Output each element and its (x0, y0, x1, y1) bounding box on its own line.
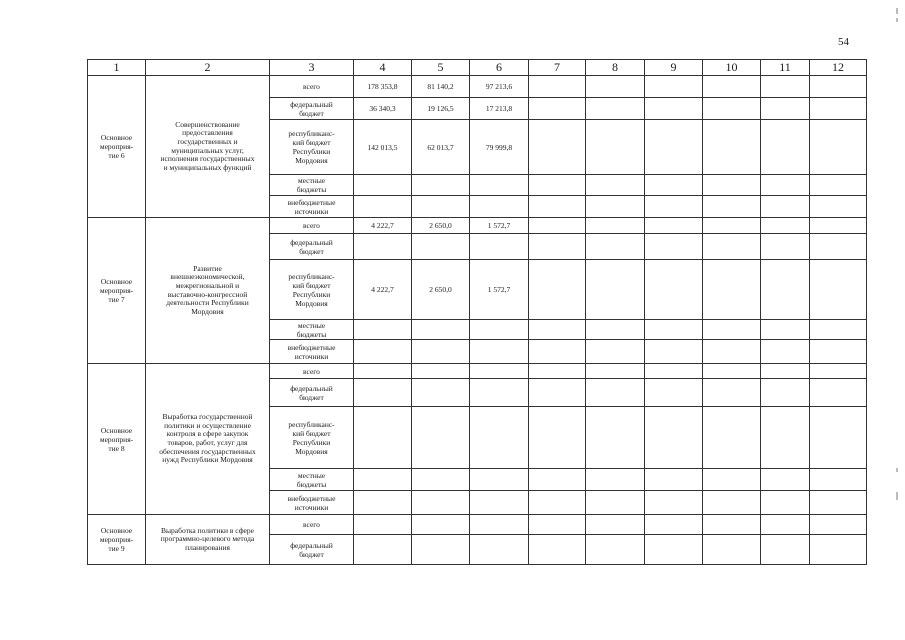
funding-source: федеральный бюджет (290, 540, 333, 559)
funding-source-cell (270, 535, 354, 565)
empty-cell (529, 120, 586, 175)
empty-cell (586, 218, 645, 234)
funding-source: всего (303, 520, 320, 529)
empty-cell (529, 364, 586, 379)
column-header: 3 (270, 60, 354, 76)
empty-cell (703, 491, 761, 515)
funding-source: федеральный бюджет (290, 237, 333, 256)
empty-cell (586, 535, 645, 565)
empty-cell (810, 535, 867, 565)
funding-source: республиканс- кий бюджет Республики Мордовия (288, 271, 335, 308)
amount-cell (412, 491, 470, 515)
empty-cell (645, 218, 703, 234)
amount-cell (412, 515, 470, 535)
empty-cell (529, 98, 586, 120)
funding-source-cell (270, 340, 354, 364)
empty-cell (645, 491, 703, 515)
empty-cell (703, 76, 761, 98)
amount-cell (470, 515, 529, 535)
empty-cell (645, 76, 703, 98)
amount-cell: 4 222,7 (354, 260, 412, 320)
activity-label: Основное мероприя- тие 6 (99, 133, 134, 160)
activity-title-cell (146, 364, 270, 515)
amount-cell (412, 364, 470, 379)
funding-source-cell (270, 234, 354, 260)
amount-cell (470, 407, 529, 469)
empty-cell (810, 234, 867, 260)
empty-cell (703, 218, 761, 234)
empty-cell (703, 196, 761, 218)
empty-cell (586, 120, 645, 175)
amount-cell (470, 379, 529, 407)
empty-cell (703, 469, 761, 491)
empty-cell (810, 196, 867, 218)
funding-source: местные бюджеты (296, 470, 327, 489)
empty-cell (810, 491, 867, 515)
funding-source: федеральный бюджет (290, 99, 333, 118)
amount-cell (354, 175, 412, 196)
funding-source: всего (303, 82, 320, 91)
funding-source: всего (303, 221, 320, 230)
column-header: 8 (586, 60, 645, 76)
activity-title: Выработка государственной политики и осуществление контроля в сфере закупок товаров, работ, услуг для обеспечения государственных нужд Республики Мордовия (159, 412, 256, 465)
amount-cell (470, 196, 529, 218)
scan-edge-mark (896, 8, 898, 14)
empty-cell (586, 320, 645, 340)
empty-cell (529, 234, 586, 260)
empty-cell (586, 364, 645, 379)
empty-cell (761, 364, 810, 379)
empty-cell (761, 340, 810, 364)
empty-cell (645, 260, 703, 320)
empty-cell (761, 320, 810, 340)
empty-cell (761, 234, 810, 260)
amount-cell (354, 379, 412, 407)
column-header: 11 (761, 60, 810, 76)
column-header: 9 (645, 60, 703, 76)
column-header: 1 (88, 60, 146, 76)
funding-source: внебюджетные источники (287, 493, 336, 512)
activity-label: Основное мероприя- тие 8 (99, 425, 134, 453)
column-header: 6 (470, 60, 529, 76)
amount-cell (412, 320, 470, 340)
empty-cell (586, 340, 645, 364)
funding-source-cell (270, 196, 354, 218)
funding-source: местные бюджеты (296, 320, 327, 339)
funding-source-cell (270, 515, 354, 535)
empty-cell (586, 260, 645, 320)
funding-source-cell (270, 175, 354, 196)
amount-cell (412, 196, 470, 218)
amount-cell: 62 013,7 (412, 120, 470, 175)
empty-cell (810, 175, 867, 196)
empty-cell (703, 515, 761, 535)
funding-source-cell (270, 407, 354, 469)
empty-cell (810, 407, 867, 469)
empty-cell (529, 196, 586, 218)
empty-cell (703, 340, 761, 364)
activity-title: Выработка политики в сфере программно-целевого метода планирования (160, 525, 255, 552)
column-header: 4 (354, 60, 412, 76)
empty-cell (810, 469, 867, 491)
empty-cell (586, 76, 645, 98)
activity-label-cell (88, 364, 146, 515)
amount-cell (354, 320, 412, 340)
empty-cell (645, 196, 703, 218)
amount-cell (470, 491, 529, 515)
amount-cell (470, 320, 529, 340)
activity-title: Развитие внешнеэкономической, межрегиональной и выставочно-конгрессной деятельности Республики Мордовия (166, 263, 249, 316)
empty-cell (761, 98, 810, 120)
table-row (88, 515, 867, 535)
amount-cell: 36 340,3 (354, 98, 412, 120)
page-number: 54 (838, 36, 849, 48)
empty-cell (761, 491, 810, 515)
funding-source-cell (270, 260, 354, 320)
empty-cell (586, 98, 645, 120)
empty-cell (703, 120, 761, 175)
amount-cell (354, 234, 412, 260)
empty-cell (761, 196, 810, 218)
budget-table (87, 59, 867, 565)
activity-label: Основное мероприя- тие 9 (99, 526, 134, 553)
funding-source: федеральный бюджет (290, 383, 333, 402)
empty-cell (703, 234, 761, 260)
amount-cell: 19 126,5 (412, 98, 470, 120)
activity-title-cell (146, 515, 270, 565)
empty-cell (529, 260, 586, 320)
amount-cell (470, 234, 529, 260)
amount-cell: 2 650,0 (412, 260, 470, 320)
empty-cell (703, 98, 761, 120)
table-row (88, 364, 867, 379)
amount-cell (412, 175, 470, 196)
scan-edge-mark (896, 468, 898, 472)
amount-cell (412, 340, 470, 364)
empty-cell (586, 175, 645, 196)
empty-cell (645, 98, 703, 120)
empty-cell (761, 76, 810, 98)
empty-cell (810, 340, 867, 364)
activity-title: Совершенствование предоставления государственных и муниципальных услуг, исполнения государственных и муниципальных функций (160, 119, 255, 172)
empty-cell (761, 535, 810, 565)
empty-cell (645, 469, 703, 491)
column-header: 5 (412, 60, 470, 76)
empty-cell (703, 320, 761, 340)
amount-cell (470, 340, 529, 364)
empty-cell (761, 175, 810, 196)
amount-cell: 79 999,8 (470, 120, 529, 175)
empty-cell (810, 364, 867, 379)
empty-cell (645, 379, 703, 407)
funding-source: внебюджетные источники (287, 342, 336, 361)
funding-source: всего (303, 366, 320, 376)
empty-cell (586, 379, 645, 407)
empty-cell (529, 320, 586, 340)
empty-cell (645, 175, 703, 196)
amount-cell (354, 407, 412, 469)
amount-cell: 178 353,8 (354, 76, 412, 98)
empty-cell (586, 515, 645, 535)
empty-cell (645, 320, 703, 340)
empty-cell (529, 175, 586, 196)
amount-cell: 2 650,0 (412, 218, 470, 234)
scan-edge-mark (896, 492, 898, 500)
empty-cell (810, 320, 867, 340)
funding-source-cell (270, 76, 354, 98)
empty-cell (761, 407, 810, 469)
amount-cell (412, 407, 470, 469)
column-header: 7 (529, 60, 586, 76)
funding-source-cell (270, 98, 354, 120)
empty-cell (529, 340, 586, 364)
empty-cell (703, 175, 761, 196)
activity-label-cell (88, 218, 146, 364)
funding-source: республиканс- кий бюджет Республики Мордовия (288, 129, 335, 165)
amount-cell (354, 364, 412, 379)
empty-cell (645, 535, 703, 565)
empty-cell (810, 76, 867, 98)
amount-cell: 97 213,6 (470, 76, 529, 98)
amount-cell: 1 572,7 (470, 218, 529, 234)
amount-cell (354, 469, 412, 491)
amount-cell (354, 340, 412, 364)
empty-cell (529, 218, 586, 234)
empty-cell (645, 364, 703, 379)
funding-source: местные бюджеты (296, 176, 327, 194)
table-row (88, 76, 867, 98)
empty-cell (529, 76, 586, 98)
amount-cell: 4 222,7 (354, 218, 412, 234)
empty-cell (761, 218, 810, 234)
empty-cell (761, 260, 810, 320)
empty-cell (810, 515, 867, 535)
empty-cell (810, 218, 867, 234)
amount-cell (412, 379, 470, 407)
amount-cell (470, 535, 529, 565)
column-header: 10 (703, 60, 761, 76)
amount-cell (354, 491, 412, 515)
amount-cell (354, 535, 412, 565)
funding-source: республиканс- кий бюджет Республики Мордовия (288, 419, 335, 456)
funding-source-cell (270, 379, 354, 407)
amount-cell (470, 364, 529, 379)
empty-cell (529, 379, 586, 407)
empty-cell (703, 260, 761, 320)
empty-cell (586, 196, 645, 218)
empty-cell (529, 535, 586, 565)
funding-source-cell (270, 364, 354, 379)
empty-cell (703, 364, 761, 379)
amount-cell: 81 140,2 (412, 76, 470, 98)
column-header: 12 (810, 60, 867, 76)
empty-cell (703, 535, 761, 565)
empty-cell (761, 469, 810, 491)
amount-cell: 142 013,5 (354, 120, 412, 175)
empty-cell (761, 379, 810, 407)
activity-label: Основное мероприя- тие 7 (99, 277, 134, 304)
empty-cell (529, 515, 586, 535)
amount-cell (412, 234, 470, 260)
activity-label-cell (88, 515, 146, 565)
empty-cell (529, 469, 586, 491)
amount-cell (470, 175, 529, 196)
empty-cell (645, 515, 703, 535)
amount-cell (412, 535, 470, 565)
empty-cell (703, 407, 761, 469)
empty-cell (586, 234, 645, 260)
funding-source-cell (270, 218, 354, 234)
empty-cell (645, 407, 703, 469)
empty-cell (761, 120, 810, 175)
empty-cell (645, 234, 703, 260)
empty-cell (529, 491, 586, 515)
empty-cell (586, 469, 645, 491)
amount-cell (354, 515, 412, 535)
header-row (88, 60, 867, 76)
empty-cell (645, 120, 703, 175)
empty-cell (810, 120, 867, 175)
empty-cell (586, 491, 645, 515)
amount-cell: 1 572,7 (470, 260, 529, 320)
amount-cell (470, 469, 529, 491)
empty-cell (810, 98, 867, 120)
empty-cell (586, 407, 645, 469)
funding-source-cell (270, 469, 354, 491)
funding-source: внебюджетные источники (287, 197, 336, 216)
scan-edge-mark (896, 18, 898, 22)
amount-cell (412, 469, 470, 491)
funding-source-cell (270, 120, 354, 175)
column-header: 2 (146, 60, 270, 76)
empty-cell (645, 340, 703, 364)
activity-label-cell (88, 76, 146, 218)
amount-cell: 17 213,8 (470, 98, 529, 120)
empty-cell (810, 379, 867, 407)
amount-cell (354, 196, 412, 218)
funding-source-cell (270, 491, 354, 515)
table-row (88, 218, 867, 234)
empty-cell (761, 515, 810, 535)
table-body (88, 76, 867, 565)
empty-cell (529, 407, 586, 469)
empty-cell (810, 260, 867, 320)
funding-source-cell (270, 320, 354, 340)
activity-title-cell (146, 76, 270, 218)
empty-cell (703, 379, 761, 407)
activity-title-cell (146, 218, 270, 364)
